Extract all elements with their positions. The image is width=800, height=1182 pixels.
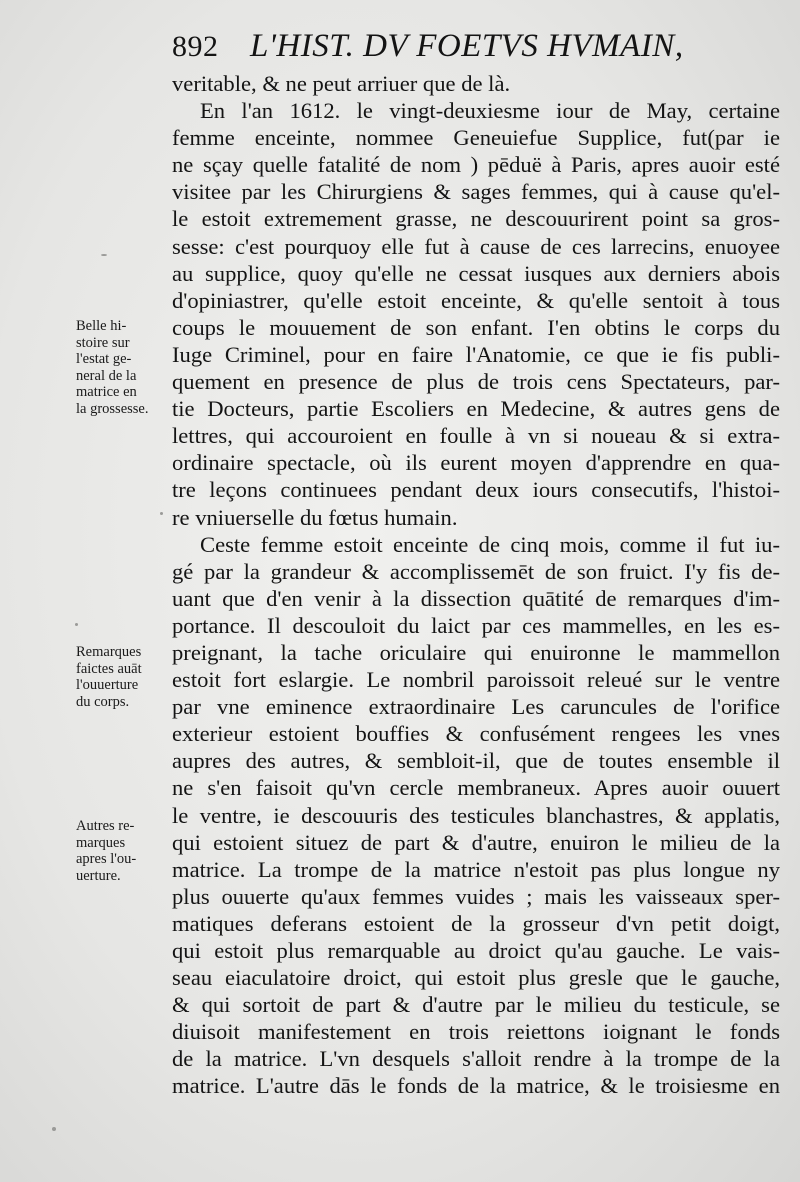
running-title: L'HIST. DV FOETVS HVMAIN, xyxy=(250,28,684,64)
text-line: qui estoit plus remarquable au droict qu'au gauche. Le vais- xyxy=(172,938,780,963)
margin-note-line: marques xyxy=(76,834,126,851)
text-line: sesse: c'est pourquoy elle fut à cause de ces larrecins, enuoyee xyxy=(172,233,780,259)
margin-note-remarques-apres xyxy=(76,818,170,884)
running-header xyxy=(172,28,782,74)
text-line: visitee par les Chirurgiens & sages femmes, qui à cause qu'el- xyxy=(172,179,780,205)
text-line: lettres, qui accouroient en foulle à vn si noueau & si extra- xyxy=(172,423,780,449)
text-line: diuisoit manifestement en trois reiettons ioignant le fonds xyxy=(172,1019,780,1045)
text-line: de la matrice. L'vn desquels s'alloit rendre à la trompe de la xyxy=(172,1046,780,1072)
text-line: plus ouuerte qu'aux femmes vuides ; mais les vaisseaux sper- xyxy=(172,883,780,909)
text-line: Iuge Criminel, pour en faire l'Anatomie, ce que ie fis publi- xyxy=(172,341,780,367)
text-line: par vne eminence extraordinaire Les caruncules de l'orifice xyxy=(172,694,780,720)
text-line: estoit fort eslargie. Le nombril paroissoit releué sur le ventre xyxy=(172,667,780,693)
body-text xyxy=(172,70,780,1100)
margin-note-line: du corps. xyxy=(76,693,130,710)
ink-speck xyxy=(101,254,107,256)
text-line: femme enceinte, nommee Geneuiefue Supplice, fut(par ie xyxy=(172,125,780,151)
margin-note-line: neral de la xyxy=(76,367,137,384)
text-line: uant que d'en venir à la dissection quātité de remarques d'im- xyxy=(172,585,780,611)
margin-note-line: Remarques xyxy=(76,644,142,660)
margin-note-line: la grossesse. xyxy=(76,400,149,417)
text-line: au supplice, quoy qu'elle ne cessat iusques aux derniers abois xyxy=(172,260,780,286)
margin-note-line: l'estat ge- xyxy=(76,351,132,367)
page-number: 892 xyxy=(172,30,219,63)
text-line: re vniuerselle du fœtus humain. xyxy=(172,504,458,530)
text-line: ne s'en faisoit qu'vn cercle membraneux. Apres auoir ouuert xyxy=(172,775,780,801)
text-line: qui estoient situez de part & d'autre, enuiron le milieu de la xyxy=(172,829,780,855)
margin-note-line: Autres re- xyxy=(76,818,135,834)
text-line: matiques deferans estoient de la grosseur d'vn petit doigt, xyxy=(172,910,780,936)
text-line: gé par la grandeur & accomplissemēt de son fruict. I'y fis de- xyxy=(172,558,780,584)
text-line: Ceste femme estoit enceinte de cinq mois, comme il fut iu- xyxy=(200,531,780,557)
ink-speck xyxy=(52,1127,56,1131)
margin-note-line: faictes auāt xyxy=(76,660,142,677)
ink-speck xyxy=(75,623,78,626)
text-line: aupres des autres, & sembloit-il, que de toutes ensemble il xyxy=(172,748,780,774)
text-line: tie Docteurs, partie Escoliers en Medecine, & autres gens de xyxy=(172,396,780,422)
margin-note-line: apres l'ou- xyxy=(76,851,137,867)
margin-note-belle-histoire xyxy=(76,318,170,417)
text-line: veritable, & ne peut arriuer que de là. xyxy=(172,71,511,96)
margin-note-line: stoire sur xyxy=(76,334,130,351)
text-line: En l'an 1612. le vingt-deuxiesme iour de May, certaine xyxy=(200,98,780,124)
text-line: ordinaire spectacle, où ils eurent moyen d'apprendre en qua- xyxy=(172,450,780,476)
margin-note-line: uerture. xyxy=(76,867,121,884)
text-line: quement en presence de plus de trois cens Spectateurs, par- xyxy=(172,369,780,395)
text-line: matrice. L'autre dās le fonds de la matrice, & le troisiesme en xyxy=(172,1073,780,1099)
text-line: seau eiaculatoire droict, qui estoit plus gresle que le gauche, xyxy=(172,965,780,991)
text-line: d'opiniastrer, qu'elle estoit enceinte, & qu'elle sentoit à tous xyxy=(172,287,780,313)
text-line: le ventre, ie descouuris des testicules blanchastres, & applatis, xyxy=(172,802,780,828)
text-line: matrice. La trompe de la matrice n'estoit pas plus longue ny xyxy=(172,856,780,882)
margin-note-line: Belle hi- xyxy=(76,318,127,334)
margin-note-line: matrice en xyxy=(76,384,137,400)
margin-note-line: l'ouuerture xyxy=(76,677,139,693)
text-line: exterieur estoient bouffies & confusément rengees les vnes xyxy=(172,721,780,747)
text-line: & qui sortoit de part & d'autre par le milieu du testicule, se xyxy=(172,992,780,1018)
text-line: ne sçay quelle fatalité de nom ) pēduë à Paris, apres auoir esté xyxy=(172,152,780,178)
text-line: portance. Il descouloit du laict par ces mammelles, en les es- xyxy=(172,612,780,638)
text-line: coups le mouuement de son enfant. I'en obtins le corps du xyxy=(172,314,780,340)
margin-note-remarques-avant xyxy=(76,644,170,710)
text-line: tre leçons continuees pendant deux iours consecutifs, l'histoi- xyxy=(172,477,780,503)
ink-speck xyxy=(160,512,163,515)
text-line: preignant, la tache oriculaire qui enuironne le mammellon xyxy=(172,639,780,665)
text-line: le estoit extremement grasse, ne descouurirent point sa gros- xyxy=(172,206,780,232)
